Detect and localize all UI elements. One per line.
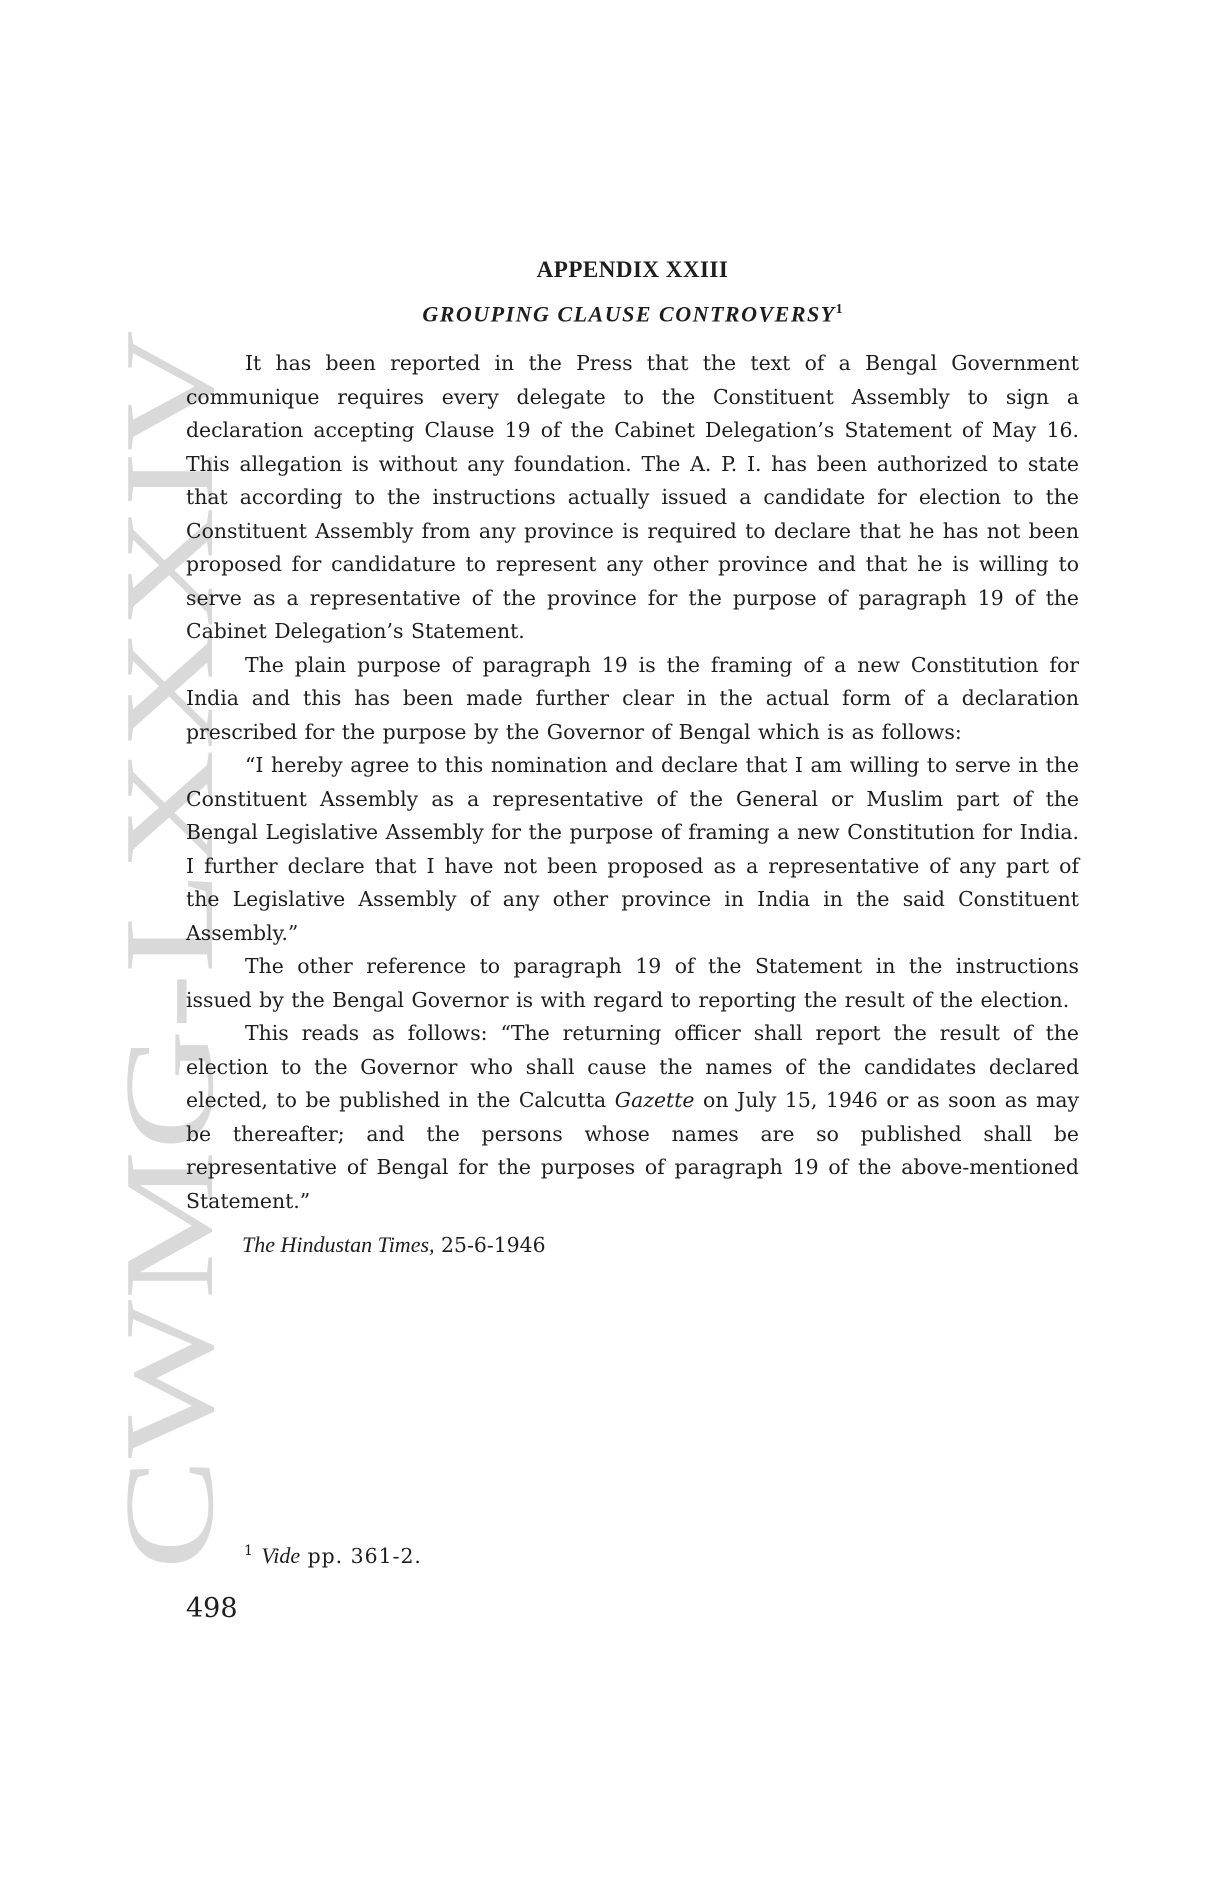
body-paragraph [186, 1017, 1079, 1218]
source-date: 25-6-1946 [434, 1233, 546, 1258]
source-citation [242, 1228, 1079, 1263]
appendix-title: APPENDIX XXIII [536, 257, 729, 282]
footnote-reference: 1 [835, 302, 843, 317]
page-content [186, 255, 1079, 1263]
source-publication: The Hindustan Times, [242, 1232, 435, 1258]
quoted-declaration: “I hereby agree to this nomination and declare that I am willing to serve in the Constituent Assembly as a representative of the General or Muslim part of the Bengal Legislative Assembly for the purpose of framing a new Constitution for India. I further declare that I have not been proposed as a representative of any part of the Legislative Assembly of any other province in India in the said Constituent Assembly.” [186, 753, 1079, 945]
body-paragraph: The other reference to paragraph 19 of the Statement in the instructions issued by the Bengal Governor is with regard to reporting the result of the election. [186, 954, 1079, 1012]
body-paragraph: It has been reported in the Press that the text of a Bengal Government communique requires every delegate to the Constituent Assembly to sign a declaration accepting Clause 19 of the Cabinet Delegation’s Statement of May 16. This allegation is without any foundation. The A. P. I. has been authorized to state that according to the instructions actually issued a candidate for election to the Constituent Assembly from any province is required to declare that he has not been proposed for candidature to represent any other province and that he is willing to serve as a representative of the province for the purpose of paragraph 19 of the Cabinet Delegation’s Statement. [186, 351, 1079, 644]
footnote [244, 1543, 422, 1569]
page-number: 498 [186, 1593, 238, 1624]
watermark-text: CWMG-LXXXIV [120, 624, 240, 1570]
appendix-subtitle [186, 295, 1079, 329]
subtitle-text: GROUPING CLAUSE CONTROVERSY [422, 301, 836, 327]
footnote-text: pp. 361-2. [300, 1544, 422, 1568]
body-text: on July 15, 1946 or as soon as may be thereafter; and the persons whose names are so published shall be representative of Bengal for the purposes of paragraph 19 of the above-mentioned Statement.” [186, 1088, 1079, 1213]
footnote-marker: 1 [244, 1543, 254, 1560]
body-text: This reads as follows: “The returning officer shall report the result of the election to the Governor who shall cause the names of the candidates declared elected, to be published in the Calcutta [186, 1021, 1079, 1113]
italic-text: Gazette [614, 1088, 695, 1113]
body-paragraph: The plain purpose of paragraph 19 is the framing of a new Constitution for India and this has been made further clear in the actual form of a declaration prescribed for the purpose by the Governor of Bengal which is as follows: [186, 652, 1079, 744]
footnote-italic: Vide [261, 1543, 301, 1568]
